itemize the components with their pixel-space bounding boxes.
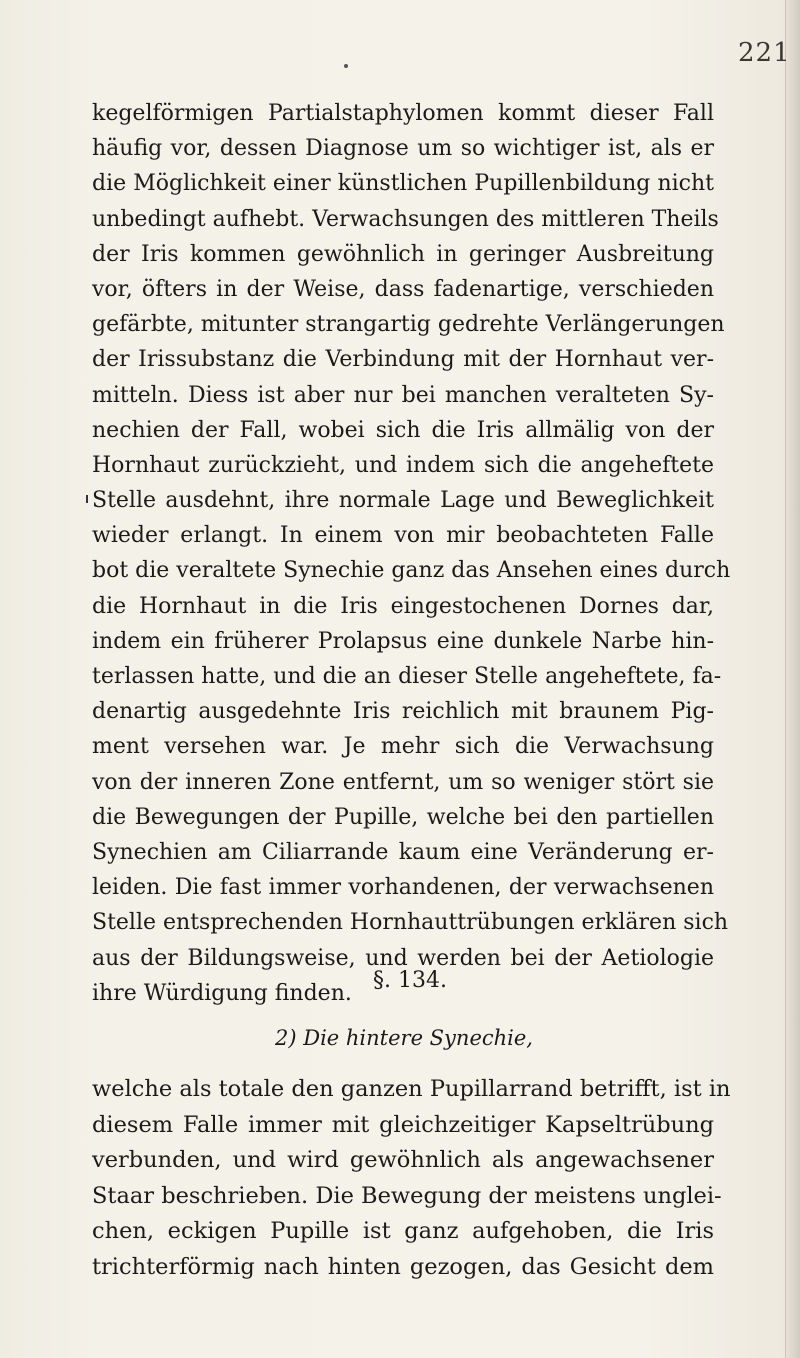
text-line: denartig ausgedehnte Iris reichlich mit braunem Pig-: [92, 699, 714, 725]
text-line: leiden. Die fast immer vorhandenen, der verwachsenen: [92, 875, 714, 901]
text-line: gefärbte, mitunter strangartig gedrehte Verlängerungen: [92, 312, 725, 338]
text-line: terlassen hatte, und die an dieser Stelle angeheftete, fa-: [92, 664, 722, 689]
text-line: die Möglichkeit einer künstlichen Pupillenbildung nicht: [92, 171, 714, 197]
text-line: Stelle entsprechenden Hornhauttrübungen erklären sich: [92, 910, 729, 936]
text-line: diesem Falle immer mit gleichzeitiger Kapseltrübung: [92, 1111, 714, 1138]
text-line: von der inneren Zone entfernt, um so weniger stört sie: [92, 769, 714, 795]
text-line: ment versehen war. Je mehr sich die Verwachsung: [92, 734, 714, 760]
text-line: mitteln. Diess ist aber nur bei manchen veralteten Sy-: [92, 382, 714, 408]
text-line: Hornhaut zurückzieht, und indem sich die angeheftete: [92, 452, 714, 478]
text-line: chen, eckigen Pupille ist ganz aufgehoben, die Iris: [92, 1218, 714, 1244]
text-line: wieder erlangt. In einem von mir beobachteten Falle: [92, 523, 714, 549]
text-line: welche als totale den ganzen Pupillarrand betrifft, ist in: [92, 1076, 731, 1102]
text-line: bot die veraltete Synechie ganz das Ansehen eines durch: [92, 558, 731, 584]
text-line: kegelförmigen Partialstaphylomen kommt dieser Fall: [92, 101, 714, 126]
text-line: häufig vor, dessen Diagnose um so wichtiger ist, als er: [92, 136, 714, 162]
page-edge-shadow: [785, 0, 800, 1358]
text-line: ihre Würdigung finden.: [92, 980, 352, 1006]
text-line: nechien der Fall, wobei sich die Iris allmälig von der: [92, 417, 714, 443]
text-line: Staar beschrieben. Die Bewegung der meistens unglei-: [92, 1182, 722, 1209]
text-line: die Bewegungen der Pupille, welche bei den partiellen: [92, 804, 714, 830]
text-line: der Irissubstanz die Verbindung mit der Hornhaut ver-: [92, 347, 714, 373]
text-line: vor, öfters in der Weise, dass fadenartige, verschieden: [92, 276, 714, 302]
text-line: Stelle ausdehnt, ihre normale Lage und Beweglichkeit: [92, 488, 714, 514]
margin-mark: [86, 495, 88, 503]
section-subheading: 2) Die hintere Synechie,: [275, 1026, 533, 1050]
text-line: der Iris kommen gewöhnlich in geringer Ausbreitung: [92, 241, 714, 267]
paragraph-1: [92, 96, 731, 1011]
text-line: indem ein früherer Prolapsus eine dunkele Narbe hin-: [92, 628, 714, 654]
text-line: Synechien am Ciliarrande kaum eine Veränderung er-: [92, 839, 714, 865]
text-line: verbunden, und wird gewöhnlich als angewachsener: [92, 1147, 714, 1173]
section-heading: §. 134.: [373, 968, 447, 993]
text-line: aus der Bildungsweise, und werden bei der Aetiologie: [92, 945, 714, 971]
text-line: unbedingt aufhebt. Verwachsungen des mittleren Theils: [92, 206, 719, 232]
page-number: 221: [738, 38, 791, 68]
ink-dot-mark: [344, 64, 348, 68]
text-line: die Hornhaut in die Iris eingestochenen Dornes dar,: [92, 593, 714, 619]
paragraph-2: [92, 1072, 731, 1285]
text-line: trichterförmig nach hinten gezogen, das Gesicht dem: [92, 1253, 714, 1280]
